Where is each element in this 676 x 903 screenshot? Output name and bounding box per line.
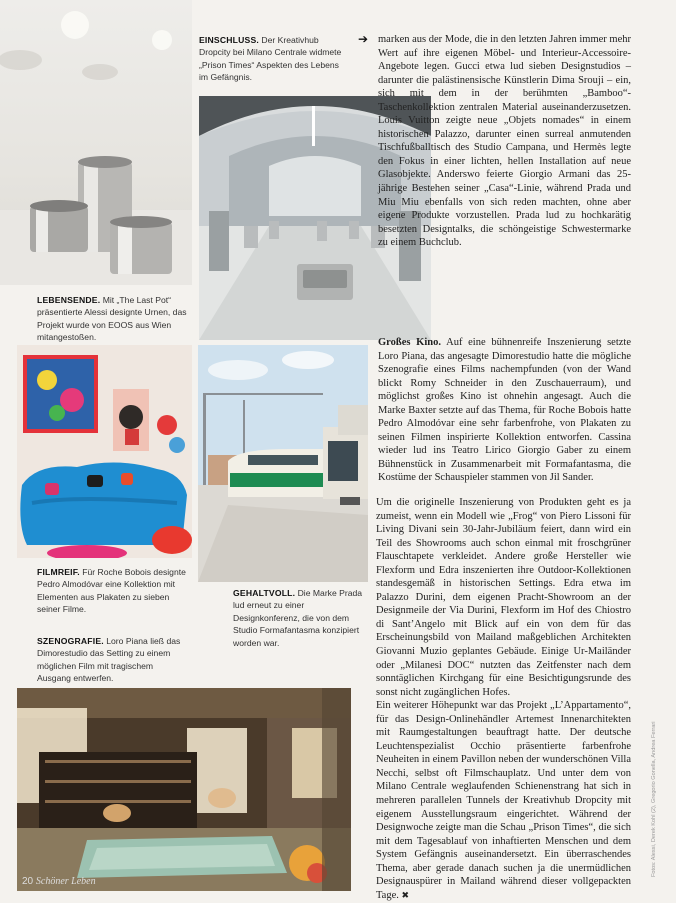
caption-text: Loro Piana ließ das Dimorestudio das Setting zu einem möglichen Film mit tragischem Ausgang entwerfen. [37, 636, 181, 684]
caption-szenografie [37, 635, 187, 685]
subheading-grosses-kino: Großes Kino. [378, 337, 441, 348]
page-number: 20 [22, 876, 34, 887]
caption-text: Der Kreativhub Dropcity bei Milano Centrale widmete „Prison Times“ Aspekten des Lebens im Gefängnis. [199, 35, 342, 83]
photo-prada-train [198, 345, 368, 582]
article-paragraph-kino [378, 336, 631, 485]
end-mark-icon: ✖ [401, 890, 410, 901]
caption-label: LEBENSENDE. [37, 295, 101, 305]
photo-credits-text: Fotos: Alessi, Derek Kohl (2), Gregorio Gonella, Andrea Ferrari [651, 721, 657, 877]
caption-text: Die Marke Prada lud erneut zu einer Designkonferenz, die von dem Studio Formafantasma konzipiert worden war. [233, 588, 363, 648]
caption-label: GEHALTVOLL. [233, 588, 296, 598]
photo-urns [0, 0, 192, 285]
photo-credits [648, 700, 660, 880]
continuation-arrow: ➔ [358, 32, 369, 46]
paragraph-4-text: Ein weiterer Höhepunkt war das Projekt „L’Appartamento“, für das Design-Onlinehändler Artemest Innenarchitekten mit Raumgestaltungen beauftragt hatte. Der deutsche Leuchtenspezialist Occhio präsentierte farbenfrohe Neuheiten in einem Pavillon neben der wunderschönen Villa Necchi, selbst oft Filmschauplatz. Und unter dem von Milano Centrale weglaufenden Schienenstrang hat sich in mehreren parallelen Tunnels der Kreativhub Dropcity mit eigenem Ausstellungsraum eingerichtet. Während der Designwoche zeigte man die Schau „Prison Times“, die sich mit dem Tagesablauf von inhaftierten Menschen und dem System Gefängnis auseinandersetzt. Ein überraschendes Thema, aber gerade danach suchen ja die unermüdlichen Designauspürer in Mailand während dieser vollgepackten Tage. [376, 700, 631, 901]
caption-gehaltvoll [233, 587, 363, 649]
caption-text: Mit „The Last Pot“ präsentierte Alessi designte Urnen, das Projekt wurde von EOOS aus Wien mitangestoßen. [37, 295, 187, 343]
article-column-main [378, 336, 631, 485]
magazine-name: Schöner Leben [35, 876, 96, 887]
caption-label: EINSCHLUSS. [199, 35, 259, 45]
article-paragraph-4 [376, 699, 631, 903]
caption-einschluss [199, 34, 349, 84]
kino-text: Auf eine bühnenreife Inszenierung setzte Loro Piana, das angesagte Dimorestudio hatte die mögliche Szenografie eines Films nachempfunden (von der Wand blickt Romy Schneider in den Zuschauerraum), und möglichst großes Kino ist ohnehin angesagt. Auch die Marke Baxter setzte auf das Thema, für Roche Bobois hatte Pedro Almodóvar eine sehr farbenfrohe, von Plakaten zu seinen Filmen inspirierte Kollektion entworfen. Cassina wieder lud ins Teatro Lirico Giorgio Gaber zu einem Bühnenstück in Zusammenarbeit mit Formafantasma, die Kostüme der Schauspieler stammen von Jil Sander. [378, 337, 632, 484]
caption-label: SZENOGRAFIE. [37, 636, 104, 646]
article-column-top [378, 33, 631, 250]
caption-text: Für Roche Bobois designte Pedro Almodóvar eine Kollektion mit Elementen aus Plakaten zu sieben seiner Filme. [37, 567, 186, 615]
page-footer [22, 876, 96, 887]
caption-label: FILMREIF. [37, 567, 80, 577]
photo-almodovar-sofa [17, 345, 192, 558]
caption-lebensende [37, 294, 192, 344]
caption-filmreif [37, 566, 187, 616]
article-paragraph-intro: marken aus der Mode, die in den letzten Jahren immer mehr Wert auf ihre eigenen Möbel- und Interieur-Accessoire-Angebote legen. Gucci etwa lud sieben Designstudios – darunter die palästinensische Künstlerin Dima Srouji – ein, sich mit dem in der berühmten „Bamboo“-Taschenkollektion zentralen Material auseinanderzusetzen. Louis Vuitton zeigte neue „Objets nomades“ in einem historischen Palazzo, darunter einen surreal anmutenden Tischfußballtisch des Studio Campana, und Hermès legte den Fokus in einer lichten, hellen Installation auf neue Glasobjekte. Anderswo feierte Giorgio Armani das 25-jährige Bestehen seiner „Casa“-Linie, während Prada und Miu Miu ebenfalls von sich reden machten, ohne aber eigene Produkte vorzustellen. Prada lud zu hochkarätig besetzten Designtalks, die schöngeistige Schwestermarke zu einem Buchclub. [378, 34, 631, 249]
article-column-bottom [376, 496, 631, 903]
photo-loro-piana-set [17, 688, 351, 891]
article-paragraph-3: Um die originelle Inszenierung von Produkten geht es ja zumeist, wenn ein Modell wie „Frog“ von Piero Lissoni für Living Divani sein 30-Jahr-Jubiläum feiert, dann wird ein Teil des Showrooms auch schon einmal mit froschgrüner Flauschtapete verkleidet. Andere große Hersteller wie Flexform und Edra inszenierten ihre Outdoor-Kollektionen standesgemäß in historischen Settings. Edra etwa im Palazzo Durini, dem eigenen Pracht-Showroom an der Designmeile der Via Durini, Flexform im Hof des Chiostro di Sant’Angelo mit Blick auf ein von dem für das Erscheinungsbild von Mailand maßgeblichen Architekten Giovanni Muzio geplantes Gebäude. Einige Ur-Mailänder oder „Milanesi DOC“ nutzten das Zeitfenster nach dem sonntäglichen Kirchgang für eine Besichtigungsrunde des sonst nicht zugänglichen Hofes. [376, 497, 631, 698]
